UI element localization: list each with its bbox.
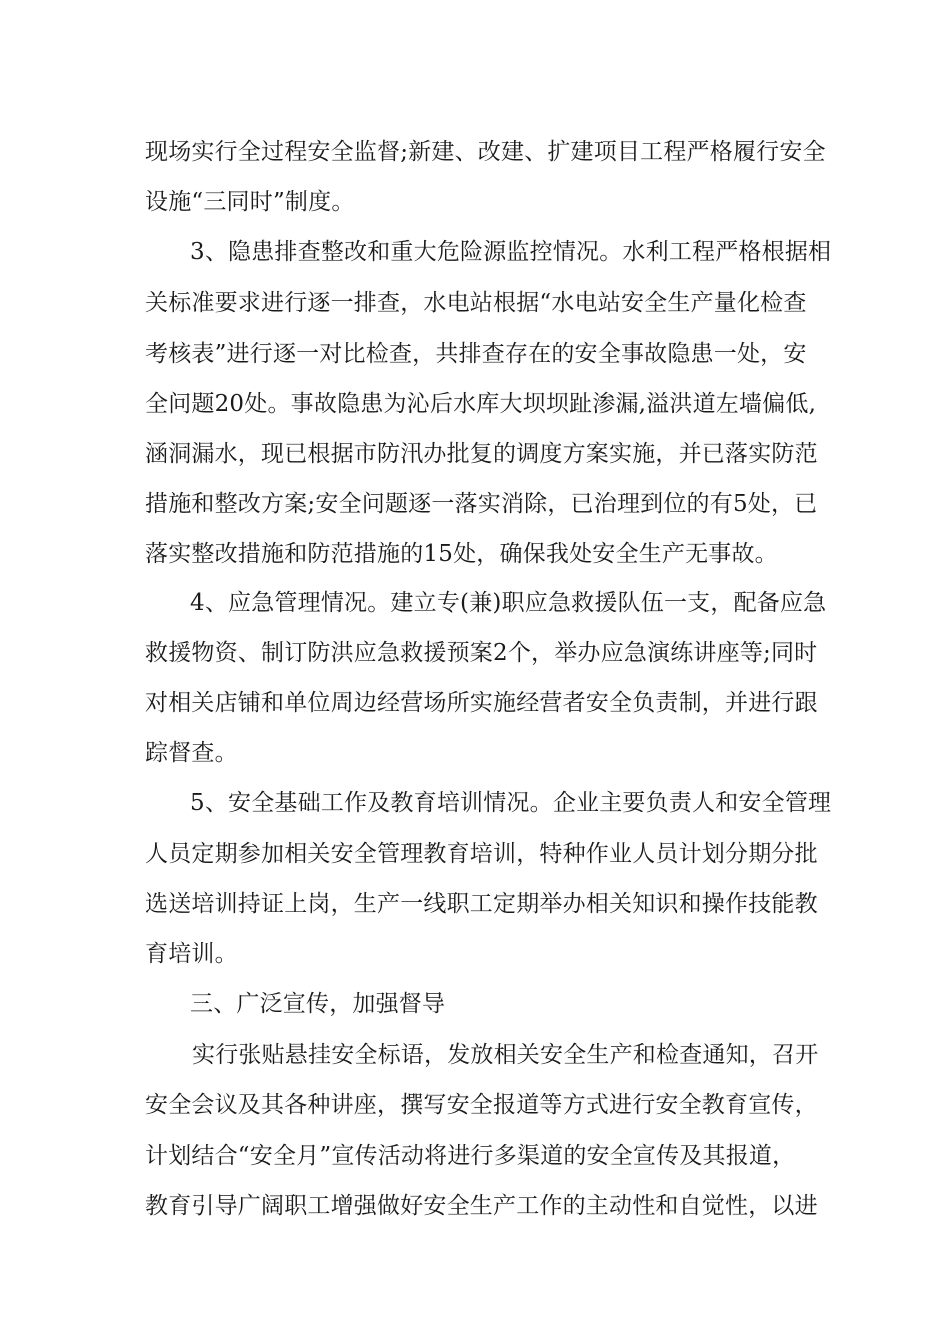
text-line: 踪督查。 <box>145 740 238 766</box>
text-line: 现场实行全过程安全监督;新建、改建、扩建项目工程严格履行安全 <box>145 139 826 165</box>
text-line: 涵洞漏水，现已根据市防汛办批复的调度方案实施，并已落实防范 <box>145 441 818 467</box>
text-line: 措施和整改方案;安全问题逐一落实消除，已治理到位的有5处，已 <box>145 491 818 517</box>
text-line: 人员定期参加相关安全管理教育培训，特种作业人员计划分期分批 <box>145 841 818 867</box>
text-line: 5、安全基础工作及教育培训情况。企业主要负责人和安全管理 <box>190 790 832 816</box>
text-line: 选送培训持证上岗，生产一线职工定期举办相关知识和操作技能教 <box>145 891 818 917</box>
text-line: 实行张贴悬挂安全标语，发放相关安全生产和检查通知，召开 <box>192 1042 819 1068</box>
text-line: 计划结合“安全月”宣传活动将进行多渠道的安全宣传及其报道， <box>145 1143 796 1169</box>
text-line: 全问题20处。事故隐患为沁后水库大坝坝趾渗漏,溢洪道左墙偏低, <box>145 391 817 417</box>
text-line: 设施“三同时”制度。 <box>145 189 355 215</box>
text-line: 4、应急管理情况。建立专(兼)职应急救援队伍一支，配备应急 <box>190 590 827 616</box>
text-line: 关标准要求进行逐一排查，水电站根据“水电站安全生产量化检查 <box>145 290 807 316</box>
section-heading: 三、广泛宣传，加强督导 <box>190 991 446 1017</box>
text-line: 考核表”进行逐一对比检查，共排查存在的安全事故隐患一处，安 <box>145 341 807 367</box>
text-line: 育培训。 <box>145 941 238 967</box>
text-line: 救援物资、制订防洪应急救援预案2个，举办应急演练讲座等;同时 <box>145 640 818 666</box>
text-line: 对相关店铺和单位周边经营场所实施经营者安全负责制，并进行跟 <box>145 690 818 716</box>
text-line: 教育引导广阔职工增强做好安全生产工作的主动性和自觉性，以进 <box>145 1193 818 1219</box>
text-line: 落实整改措施和防范措施的15处，确保我处安全生产无事故。 <box>145 541 778 567</box>
text-line: 3、隐患排查整改和重大危险源监控情况。水利工程严格根据相 <box>190 239 832 265</box>
text-line: 安全会议及其各种讲座，撰写安全报道等方式进行安全教育宣传， <box>145 1092 818 1118</box>
